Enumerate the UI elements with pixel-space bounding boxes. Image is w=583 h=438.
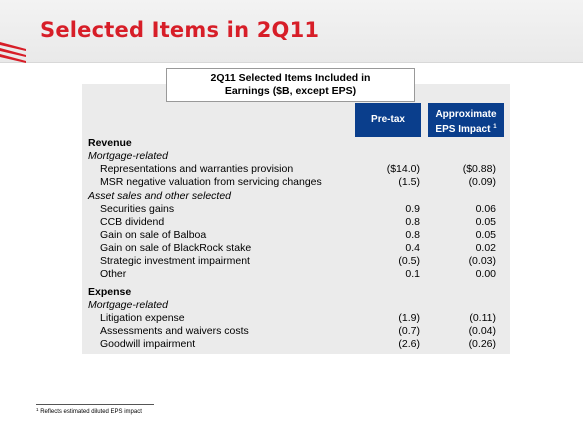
col-header-eps: [428, 103, 504, 137]
col-header-pretax: Pre-tax: [355, 103, 421, 137]
row-eps: ($0.88): [462, 163, 496, 175]
row-label: Strategic investment impairment: [100, 255, 250, 267]
footnote-number: 1: [36, 407, 39, 412]
row-eps: (0.04): [468, 325, 496, 337]
row-pretax: (0.7): [398, 325, 420, 337]
row-label: Other: [100, 268, 127, 280]
row-pretax: (1.9): [398, 312, 420, 324]
row-eps: (0.03): [468, 255, 496, 267]
row-label: MSR negative valuation from servicing changes: [100, 176, 322, 188]
row-eps: 0.05: [475, 229, 496, 241]
section-revenue: Revenue: [88, 137, 132, 149]
row-label: Goodwill impairment: [100, 338, 196, 350]
table-title-box: [166, 68, 415, 102]
row-label: Gain on sale of Balboa: [100, 229, 207, 241]
row-pretax: ($14.0): [386, 163, 420, 175]
row-label: Securities gains: [100, 203, 175, 215]
row-eps: 0.02: [475, 242, 496, 254]
row-label: Assessments and waivers costs: [100, 325, 249, 337]
row-label: Gain on sale of BlackRock stake: [100, 242, 252, 254]
slide-title: Selected Items in 2Q11: [40, 18, 320, 42]
row-eps: (0.09): [468, 176, 496, 188]
row-pretax: 0.8: [405, 229, 420, 241]
row-label: CCB dividend: [100, 216, 165, 228]
table-title-line1: 2Q11 Selected Items Included in: [210, 72, 371, 84]
subsection-revenue-mortgage: Mortgage-related: [88, 150, 168, 162]
row-pretax: 0.9: [405, 203, 420, 215]
row-pretax: 0.8: [405, 216, 420, 228]
table-title-line2: Earnings ($B, except EPS): [224, 85, 357, 97]
row-eps: 0.05: [475, 216, 496, 228]
section-expense: Expense: [88, 286, 132, 298]
col-header-eps-line1: Approximate: [435, 109, 497, 120]
row-pretax: (1.5): [398, 176, 420, 188]
row-eps: 0.00: [475, 268, 496, 280]
flag-logo-icon: [0, 40, 30, 70]
row-pretax: 0.4: [405, 242, 420, 254]
row-pretax: (2.6): [398, 338, 420, 350]
footnote-divider: [36, 404, 154, 405]
row-eps: (0.11): [469, 312, 496, 324]
row-label: Representations and warranties provision: [100, 163, 294, 175]
subsection-asset-sales: Asset sales and other selected: [88, 190, 232, 202]
col-header-eps-line2: [428, 121, 504, 136]
footnote-marker: 1: [493, 124, 497, 130]
row-label: Litigation expense: [100, 312, 185, 324]
row-eps: (0.26): [468, 338, 496, 350]
row-eps: 0.06: [475, 203, 496, 215]
footnote-text: Reflects estimated diluted EPS impact: [40, 409, 142, 415]
col-header-eps-label: EPS Impact: [435, 124, 491, 135]
subsection-expense-mortgage: Mortgage-related: [88, 299, 168, 311]
footnote: [36, 407, 142, 415]
row-pretax: (0.5): [398, 255, 420, 267]
row-pretax: 0.1: [405, 268, 420, 280]
